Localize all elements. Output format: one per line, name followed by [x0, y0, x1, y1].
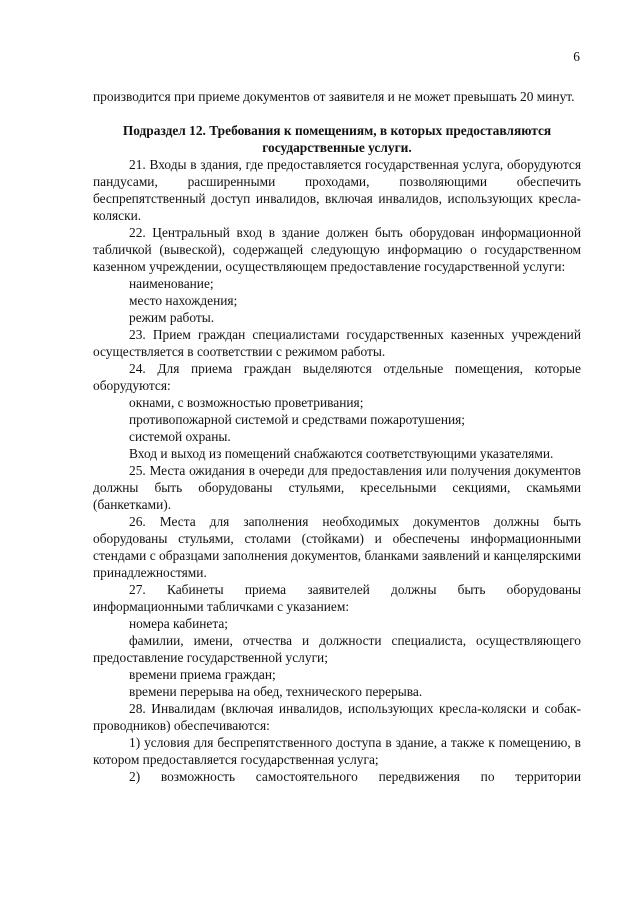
- paragraph-28-item-2: 2) возможность самостоятельного передвижения по территории: [129, 769, 581, 784]
- document-body: [93, 88, 581, 785]
- list-item: место нахождения;: [129, 293, 238, 308]
- paragraph-23: 23. Прием граждан специалистами государственных казенных учреждений осуществляется в соответствии с режимом работы.: [93, 327, 581, 359]
- paragraph-24: 24. Для приема граждан выделяются отдельные помещения, которые оборудуются:: [93, 361, 581, 393]
- list-item: противопожарной системой и средствами пожаротушения;: [129, 412, 466, 427]
- list-item: наименование;: [129, 276, 214, 291]
- paragraph-continuation: производится при приеме документов от заявителя и не может превышать 20 минут.: [93, 89, 575, 104]
- paragraph-signs: Вход и выход из помещений снабжаются соответствующими указателями.: [129, 446, 554, 461]
- section-heading: Подраздел 12. Требования к помещениям, в которых предоставляются государственные услуги.: [122, 123, 552, 155]
- list-item: системой охраны.: [129, 429, 231, 444]
- paragraph-27: 27. Кабинеты приема заявителей должны быть оборудованы информационными табличками с указанием:: [93, 582, 581, 614]
- paragraph-26: 26. Места для заполнения необходимых документов должны быть оборудованы стульями, столами (стойками) и обеспечены информационными стендами с образцами заполнения документов, бланками заявлений и канцелярскими принадлежностями.: [93, 514, 581, 580]
- paragraph-25: 25. Места ожидания в очереди для предоставления или получения документов должны быть оборудованы стульями, кресельными секциями, скамьями (банкетками).: [93, 463, 581, 512]
- paragraph-21: 21. Входы в здания, где предоставляется государственная услуга, оборудуются пандусами, расширенными проходами, позволяющими обеспечить беспрепятственный доступ инвалидов, включая инвалидов, использующих кресла-коляски.: [93, 157, 581, 223]
- list-item: времени перерыва на обед, технического перерыва.: [129, 684, 423, 699]
- list-item: времени приема граждан;: [129, 667, 276, 682]
- list-item: окнами, с возможностью проветривания;: [129, 395, 364, 410]
- list-item: номера кабинета;: [129, 616, 229, 631]
- paragraph-22: 22. Центральный вход в здание должен быть оборудован информационной табличкой (вывеской), содержащей следующую информацию о государственном казенном учреждении, осуществляющем предоставление государственной услуги:: [93, 225, 581, 274]
- paragraph-28-item-1: 1) условия для беспрепятственного доступа в здание, а также к помещению, в котором предоставляется государственная услуга;: [93, 735, 581, 767]
- list-item: фамилии, имени, отчества и должности специалиста, осуществляющего предоставление государственной услуги;: [93, 633, 581, 665]
- page-number: 6: [573, 49, 580, 64]
- paragraph-28: 28. Инвалидам (включая инвалидов, использующих кресла-коляски и собак-проводников) обеспечиваются:: [93, 701, 581, 733]
- list-item: режим работы.: [129, 310, 215, 325]
